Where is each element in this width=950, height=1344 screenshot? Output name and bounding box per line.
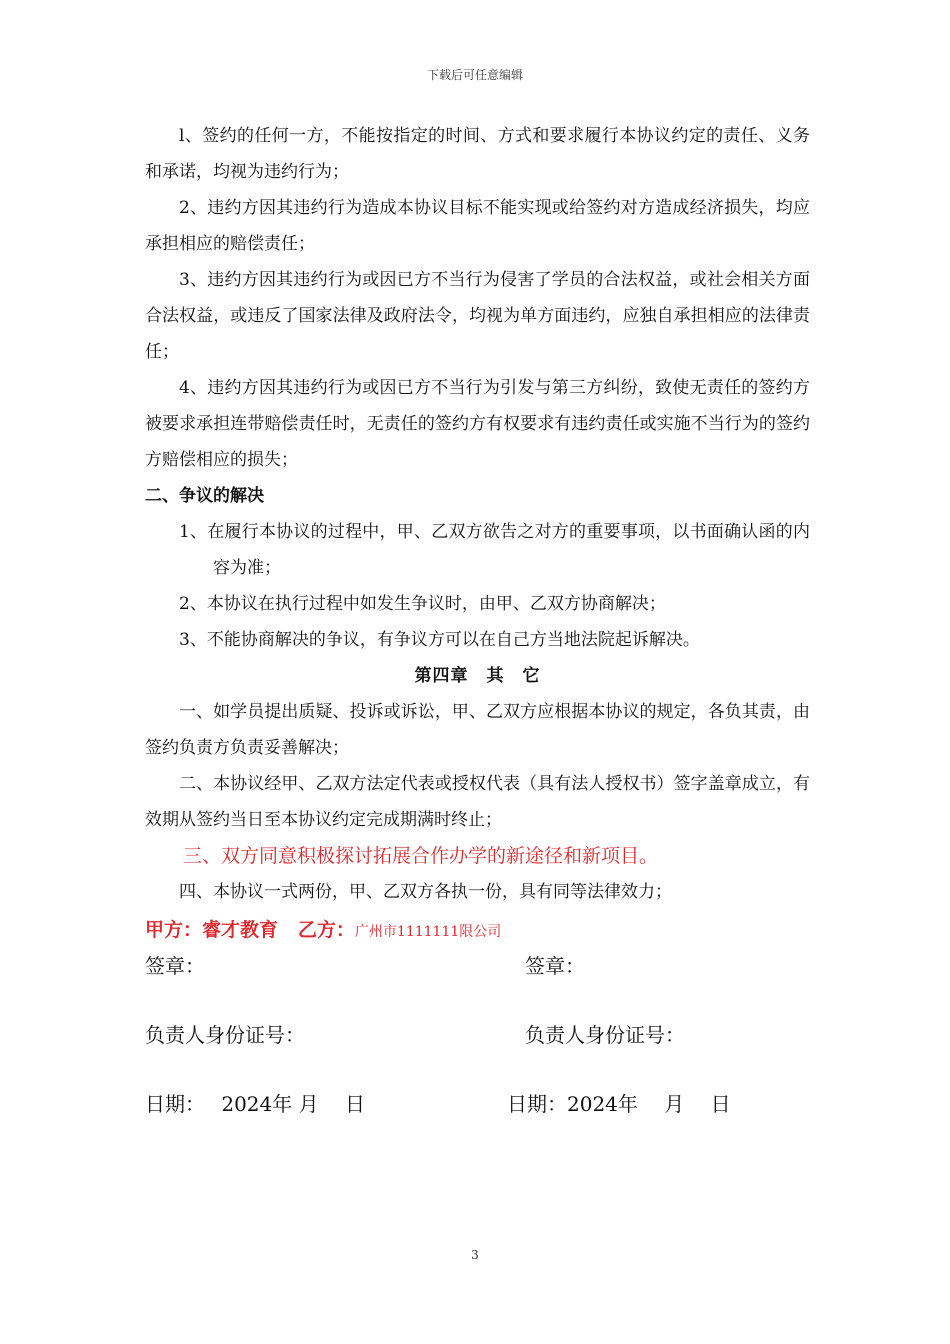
chapter-item-1: 一、如学员提出质疑、投诉或诉讼，甲、乙双方应根据本协议的规定，各负其责，由签约负责方负责妥善解决；	[145, 702, 810, 758]
party-a-label: 甲方：	[145, 919, 203, 941]
page-number: 3	[471, 1248, 479, 1262]
document-body	[145, 118, 810, 952]
chapter-item-3-highlight: 三、双方同意积极探讨拓展合作办学的新途径和新项目。	[183, 845, 659, 867]
chapter-item-4: 四、本协议一式两份，甲、乙双方各执一份，具有同等法律效力；	[179, 882, 672, 902]
seal-left: 签章：	[145, 954, 205, 978]
id-right: 负责人身份证号：	[525, 1023, 685, 1047]
paragraph-breach-4: 4、违约方因其违约行为或因已方不当行为引发与第三方纠纷，致使无责任的签约方被要求承担连带赔偿责任时，无责任的签约方有权要求有违约责任或实施不当行为的签约方赔偿相应的损失；	[145, 378, 810, 470]
dispute-item-1: 1、在履行本协议的过程中，甲、乙双方欲告之对方的重要事项，以书面确认函的内容为准；	[179, 522, 810, 578]
party-a-name: 睿才教育	[202, 919, 279, 941]
chapter-heading: 第四章 其 它	[414, 666, 541, 686]
dispute-item-3: 3、不能协商解决的争议，有争议方可以在自己方当地法院起诉解决。	[179, 630, 700, 650]
party-b-label: 乙方：	[297, 919, 355, 941]
chapter-item-2: 二、本协议经甲、乙双方法定代表或授权代表（具有法人授权书）签字盖章成立，有效期从签约当日至本协议约定完成期满时终止；	[145, 774, 810, 830]
date-left: 日期： 2024年 月 日	[145, 1092, 365, 1116]
date-right: 日期：2024年 月 日	[507, 1092, 731, 1116]
section-heading-dispute: 二、争议的解决	[145, 486, 264, 506]
id-left: 负责人身份证号：	[145, 1023, 305, 1047]
party-b-name: 广州市1111111限公司	[354, 924, 502, 940]
paragraph-breach-3: 3、违约方因其违约行为或因已方不当行为侵害了学员的合法权益，或社会相关方面合法权益，或违反了国家法律及政府法令，均视为单方面违约，应独自承担相应的法律责任；	[145, 270, 810, 362]
paragraph-breach-2: 2、违约方因其违约行为造成本协议目标不能实现或给签约对方造成经济损失，均应承担相应的赔偿责任；	[145, 198, 810, 254]
paragraph-breach-1: l、签约的任何一方，不能按指定的时间、方式和要求履行本协议约定的责任、义务和承诺，均视为违约行为；	[145, 126, 810, 182]
page-header: 下载后可任意编辑	[426, 68, 523, 82]
dispute-item-2: 2、本协议在执行过程中如发生争议时，由甲、乙双方协商解决；	[179, 594, 666, 614]
parties-line	[145, 910, 810, 952]
seal-right: 签章：	[525, 954, 585, 978]
